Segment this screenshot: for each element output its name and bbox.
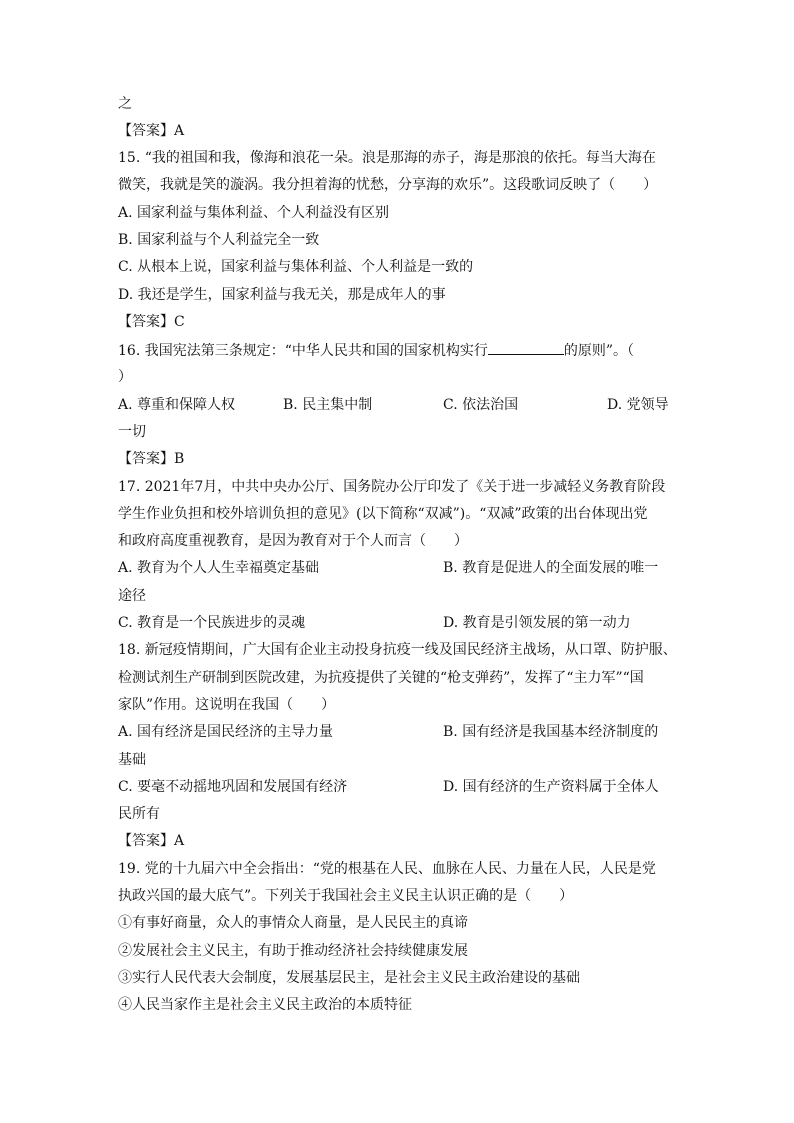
q18-stem-line: 18. 新冠疫情期间，广大国有企业主动投身抗疫一线及国民经济主战场，从口罩、防护服、 <box>118 642 677 658</box>
q15-answer: 【答案】C <box>118 314 185 330</box>
q18-stem-line: 家队”作用。这说明在我国（ ） <box>118 697 336 713</box>
q17-option-b: B. 教育是促进人的全面发展的唯一 <box>443 560 659 576</box>
q18-option-d-continued: 民所有 <box>118 806 160 822</box>
q15-option-d: D. 我还是学生，国家利益与我无关，那是成年人的事 <box>118 287 446 303</box>
q15-option-b: B. 国家利益与个人利益完全一致 <box>118 232 320 248</box>
q17-option-d: D. 教育是引领发展的第一动力 <box>443 615 631 631</box>
previous-text-fragment: 之 <box>118 96 132 112</box>
q19-stem-line: 执政兴国的最大底气”。下列关于我国社会主义民主认识正确的是（ ） <box>118 888 574 904</box>
q19-statement-2: ②发展社会主义民主，有助于推动经济社会持续健康发展 <box>118 943 468 959</box>
q18-option-b-continued: 基础 <box>118 752 146 768</box>
q17-option-b-continued: 途径 <box>118 588 146 604</box>
q17-stem-line: 和政府高度重视教育，是因为教育对于个人而言（ ） <box>118 533 468 549</box>
fill-in-blank <box>488 340 564 355</box>
q16-stem-after-blank: 的原则”。（ <box>563 343 635 359</box>
q15-option-a: A. 国家利益与集体利益、个人利益没有区别 <box>118 205 390 221</box>
q18-option-a: A. 国有经济是国民经济的主导力量 <box>118 724 334 740</box>
q14-answer: 【答案】A <box>118 123 185 139</box>
q16-option-b: B. 民主集中制 <box>283 397 373 413</box>
q15-stem-line: 15. “我的祖国和我，像海和浪花一朵。浪是那海的赤子，海是那浪的依托。每当大海在 <box>118 150 656 166</box>
q19-statement-1: ①有事好商量，众人的事情众人商量，是人民民主的真谛 <box>118 915 468 931</box>
q18-option-c: C. 要毫不动摇地巩固和发展国有经济 <box>118 779 348 795</box>
q18-option-b: B. 国有经济是我国基本经济制度的 <box>443 724 659 740</box>
q16-option-a: A. 尊重和保障人权 <box>118 397 236 413</box>
q16-stem-line <box>118 340 634 361</box>
q16-stem-before-blank: 16. 我国宪法第三条规定：“中华人民共和国的国家机构实行 <box>118 343 488 359</box>
q19-stem-line: 19. 党的十九届六中全会指出：“党的根基在人民、血脉在人民、力量在人民，人民是党 <box>118 861 656 877</box>
q16-stem-line: ） <box>118 369 132 385</box>
q19-statement-4: ④人民当家作主是社会主义民主政治的本质特征 <box>118 997 412 1013</box>
q19-statement-3: ③实行人民代表大会制度，发展基层民主，是社会主义民主政治建设的基础 <box>118 970 580 986</box>
q17-stem-line: 学生作业负担和校外培训负担的意见》(以下简称“双减”)。“双减”政策的出台体现出党 <box>118 506 648 522</box>
q16-option-c: C. 依法治国 <box>443 397 519 413</box>
q15-option-c: C. 从根本上说，国家利益与集体利益、个人利益是一致的 <box>118 259 474 275</box>
q18-answer: 【答案】A <box>118 833 185 849</box>
q15-stem-line: 微笑，我就是笑的漩涡。我分担着海的忧愁，分享海的欢乐”。这段歌词反映了（ ） <box>118 177 658 193</box>
q17-option-a: A. 教育为个人人生幸福奠定基础 <box>118 560 320 576</box>
q18-stem-line: 检测试剂生产研制到医院改建，为抗疫提供了关键的“枪支弹药”，发挥了“主力军”“国 <box>118 670 644 686</box>
q16-option-d: D. 党领导 <box>607 397 669 413</box>
q17-option-c: C. 教育是一个民族进步的灵魂 <box>118 615 306 631</box>
q18-option-d: D. 国有经济的生产资料属于全体人 <box>443 779 659 795</box>
q16-option-d-continued: 一切 <box>118 424 146 440</box>
q16-answer: 【答案】B <box>118 451 185 467</box>
q17-stem-line: 17. 2021年7月，中共中央办公厅、国务院办公厅印发了《关于进一步减轻义务教育阶段 <box>118 479 666 495</box>
